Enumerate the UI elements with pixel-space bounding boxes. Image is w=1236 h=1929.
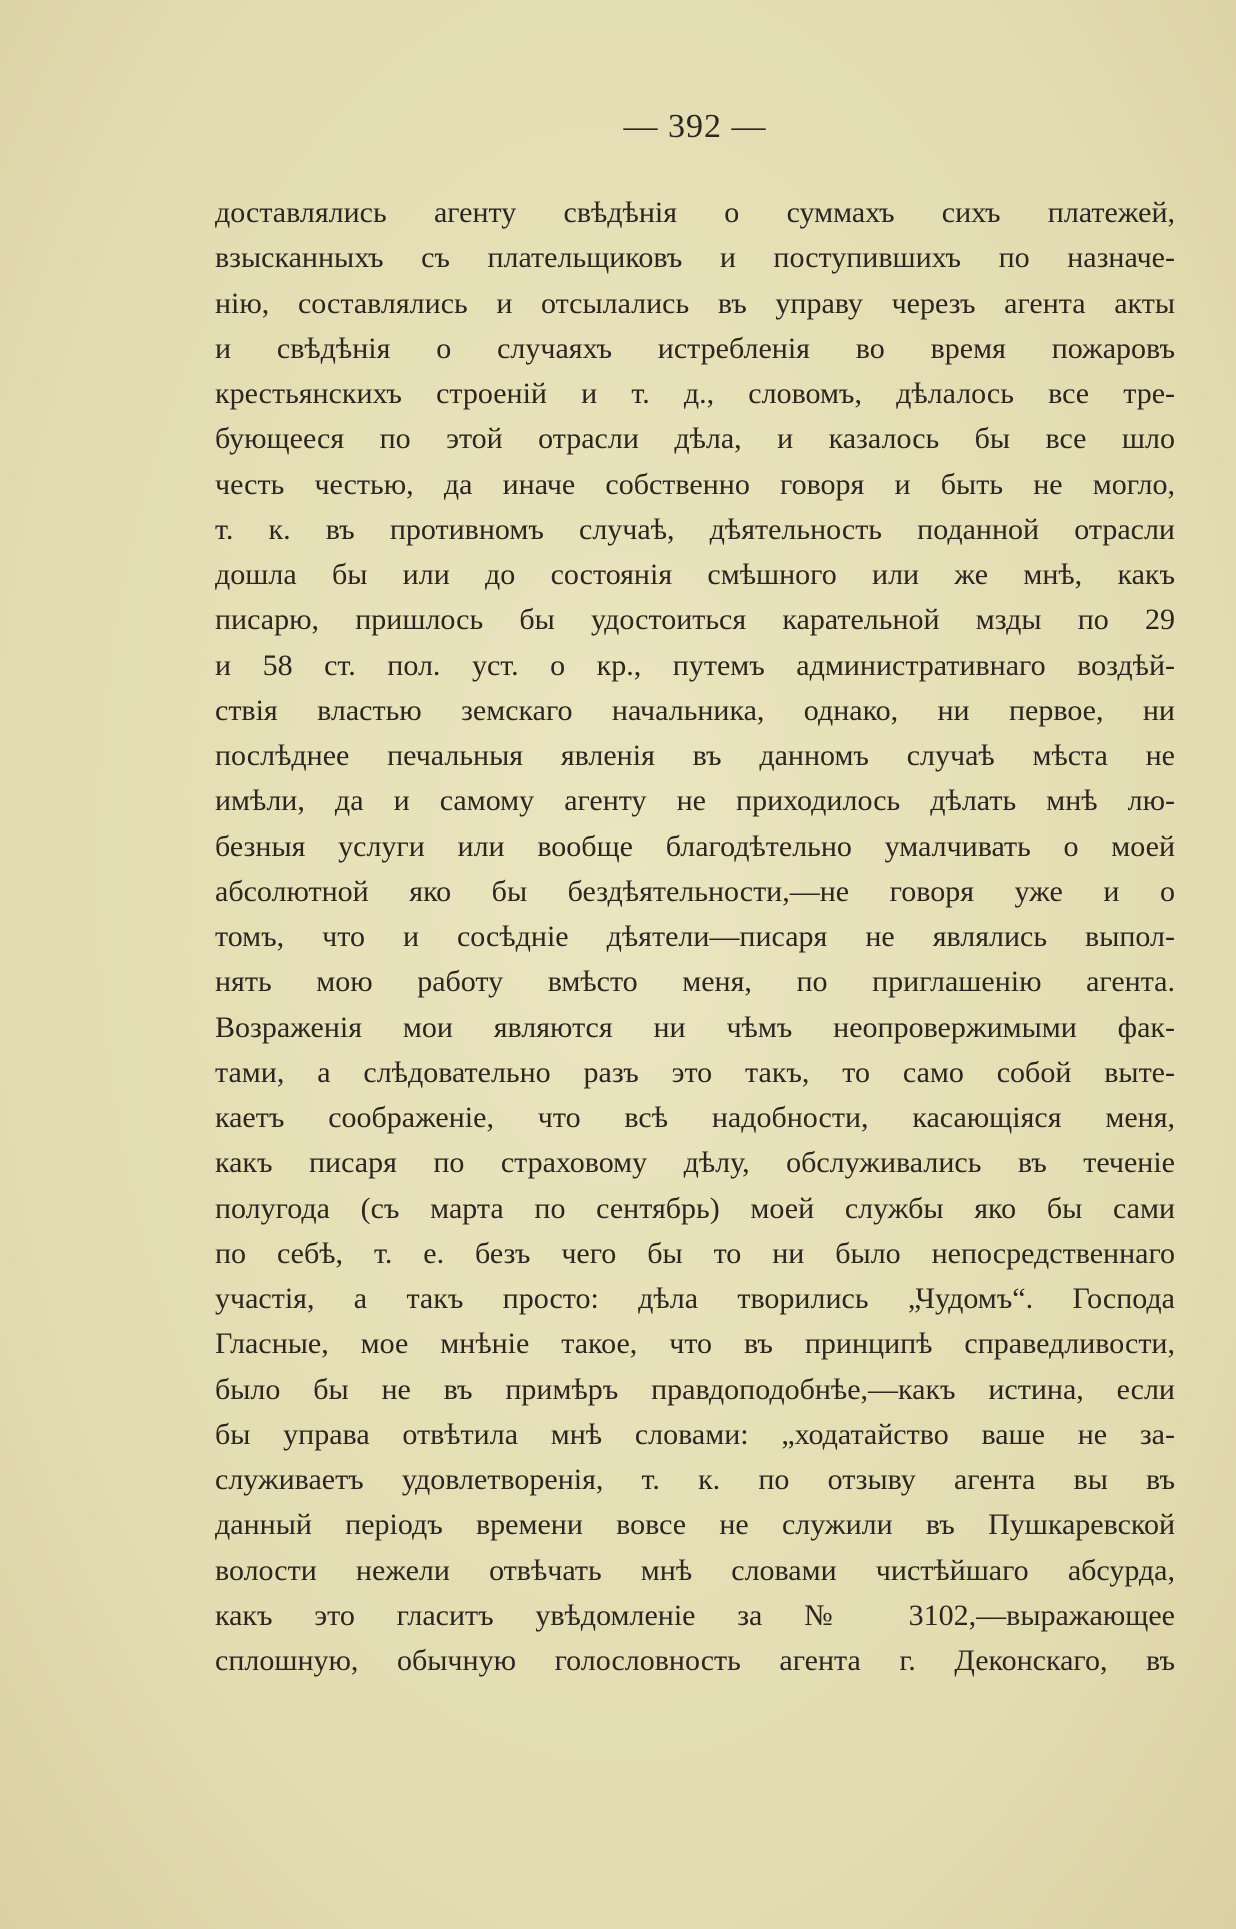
text-line: и 58 ст. пол. уст. о кр., путемъ административнаго воздѣй- — [215, 648, 1175, 682]
text-line: крестьянскихъ строеній и т. д., словомъ, дѣлалось все тре- — [215, 377, 1175, 410]
text-line: волости нежели отвѣчать мнѣ словами чистѣйшаго абсурда, — [215, 1553, 1175, 1587]
text-line: бующееся по этой отрасли дѣла, и казалось бы все шло — [215, 422, 1175, 456]
text-line: имѣли, да и самому агенту не приходилось дѣлать мнѣ лю- — [215, 784, 1175, 818]
text-line: полугода (съ марта по сентябрь) моей службы яко бы сами — [215, 1191, 1175, 1225]
text-line: дошла бы или до состоянія смѣшного или же мнѣ, какъ — [215, 558, 1175, 591]
body-text — [215, 190, 1175, 1683]
text-line: честь честью, да иначе собственно говоря и быть не могло, — [215, 467, 1175, 501]
text-line: ствія властью земскаго начальника, однако, ни первое, ни — [215, 693, 1175, 727]
text-line: тами, а слѣдовательно разъ это такъ, то само собой выте- — [215, 1055, 1175, 1089]
page-number: — 392 — — [623, 108, 767, 145]
text-line: сплошную, обычную голословность агента г. Деконскаго, въ — [215, 1644, 1175, 1677]
text-line: и свѣдѣнія о случаяхъ истребленія во время пожаровъ — [215, 331, 1175, 365]
text-line: данный періодъ времени вовсе не служили въ Пушкаревской — [215, 1508, 1175, 1542]
text-line: нять мою работу вмѣсто меня, по приглашенію агента. — [215, 965, 1175, 999]
text-line: участія, а такъ просто: дѣла творились „Чудомъ“. Господа — [215, 1282, 1175, 1315]
text-line: Возраженія мои являются ни чѣмъ неопровержимыми фак- — [215, 1010, 1175, 1044]
text-line: бы управа отвѣтила мнѣ словами: „ходатайство ваше не за- — [215, 1417, 1175, 1451]
text-line: нію, составлялись и отсылались въ управу черезъ агента акты — [215, 286, 1175, 320]
text-line: томъ, что и сосѣдніе дѣятели—писаря не являлись выпол- — [215, 920, 1175, 953]
text-line: взысканныхъ съ плательщиковъ и поступившихъ по назначе- — [215, 241, 1175, 275]
text-line: абсолютной яко бы бездѣятельности,—не говоря уже и о — [215, 874, 1175, 908]
text-line: послѣднее печальныя явленія въ данномъ случаѣ мѣста не — [215, 739, 1175, 772]
text-line: какъ писаря по страховому дѣлу, обслуживались въ теченіе — [215, 1146, 1175, 1180]
text-line: писарю, пришлось бы удостоиться карательной мзды по 29 — [215, 603, 1175, 637]
text-line: т. к. въ противномъ случаѣ, дѣятельность поданной отрасли — [215, 512, 1175, 546]
text-line: Гласные, мое мнѣніе такое, что въ принципѣ справедливости, — [215, 1327, 1175, 1361]
text-line: безныя услуги или вообще благодѣтельно умалчивать о моей — [215, 829, 1175, 863]
text-line: доставлялись агенту свѣдѣнія о суммахъ сихъ платежей, — [215, 196, 1175, 229]
text-line: каетъ соображеніе, что всѣ надобности, касающіяся меня, — [215, 1101, 1175, 1134]
text-line: было бы не въ примѣръ правдоподобнѣе,—какъ истина, если — [215, 1372, 1175, 1406]
text-line: по себѣ, т. е. безъ чего бы то ни было непосредственнаго — [215, 1236, 1175, 1270]
text-line: какъ это гласитъ увѣдомленіе за № 3102,—выражающее — [215, 1598, 1175, 1632]
text-line: служиваетъ удовлетворенія, т. к. по отзыву агента вы въ — [215, 1463, 1175, 1496]
